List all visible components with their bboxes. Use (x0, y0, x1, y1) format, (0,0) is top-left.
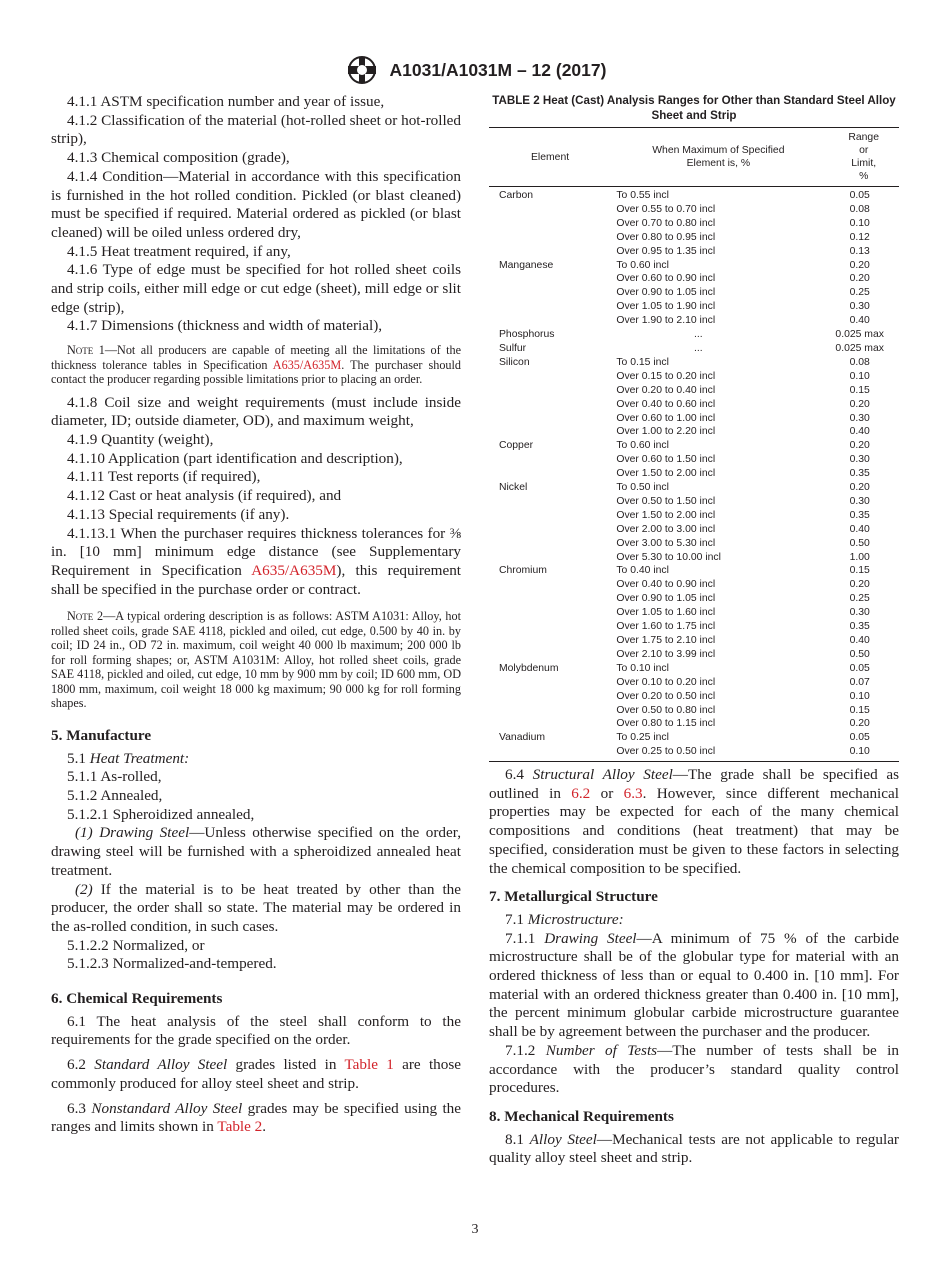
table-header-row (489, 128, 899, 187)
cell-limit: 0.15 (849, 384, 870, 396)
cell-condition: Over 0.50 to 1.50 incl (616, 495, 716, 507)
cell-limit: 0.05 (849, 190, 870, 201)
para-4-1-8: 4.1.8 Coil size and weight requirements (must include inside diameter, ID; outside diameter, OD), and maximum weight, (51, 393, 461, 430)
table-row (489, 217, 899, 231)
cell-element (489, 314, 616, 328)
cell-limit: 0.10 (849, 746, 870, 758)
cell-limit: 0.20 (849, 579, 870, 591)
cell-limit: 0.30 (849, 301, 870, 313)
cell-limit: 0.20 (849, 273, 870, 285)
para-6-1: 6.1 The heat analysis of the steel shall conform to the requirements for the grade specified on the order. (51, 1012, 461, 1049)
section-5-heading: 5. Manufacture (51, 726, 152, 744)
page-header (0, 55, 950, 85)
cell-limit: 0.05 (849, 662, 870, 674)
table-row (489, 425, 899, 439)
cell-condition: Over 1.50 to 2.00 incl (616, 468, 716, 480)
table-row (489, 731, 899, 745)
cell-condition: Over 2.10 to 3.99 incl (616, 648, 716, 660)
table-row (489, 745, 899, 761)
para-4-1-9: 4.1.9 Quantity (weight), (67, 431, 214, 449)
cell-limit: 0.40 (849, 523, 870, 535)
cell-element: Chromium (499, 565, 547, 577)
cell-condition: ... (694, 329, 703, 341)
para-4-1-13: 4.1.13 Special requirements (if any). (67, 505, 290, 523)
para-4-1-10: 4.1.10 Application (part identification and description), (67, 449, 403, 467)
para-5-1-2: 5.1.2 Annealed, (67, 786, 163, 804)
right-column (489, 766, 899, 1168)
para-5-1-2-1: 5.1.2.1 Spheroidized annealed, (67, 805, 255, 823)
table-row (489, 286, 899, 300)
cell-condition: Over 0.60 to 0.90 incl (616, 273, 716, 285)
cell-condition: Over 1.05 to 1.90 incl (616, 301, 716, 313)
cell-limit: 0.12 (849, 231, 870, 243)
table-row (489, 523, 899, 537)
link-6-3[interactable]: 6.3 (623, 784, 643, 802)
para-4-1-4: 4.1.4 Condition—Material in accordance with this specification is furnished in the hot rolled condition. Pickled (or blast cleaned) must be specified if required. Material ordered as pickled (or blast cleaned) will be oiled unless ordered dry, (51, 167, 461, 241)
cell-limit: 0.25 (849, 593, 870, 605)
cell-limit: 0.20 (849, 718, 870, 730)
cell-element: Vanadium (499, 732, 546, 744)
cell-limit: 0.30 (849, 412, 870, 424)
para-4-1-5: 4.1.5 Heat treatment required, if any, (67, 242, 291, 260)
table-row (489, 203, 899, 217)
left-column (51, 93, 461, 1137)
para-4-1-6: 4.1.6 Type of edge must be specified for hot rolled sheet coils and strip coils, either mill edge or cut edge (sheet), mill edge or slit edge (strip), (51, 261, 461, 316)
cell-limit: 0.30 (849, 454, 870, 466)
table-row (489, 592, 899, 606)
table-row (489, 564, 899, 578)
cell-limit: 0.025 max (835, 329, 884, 341)
cell-element (489, 717, 616, 731)
cell-element (489, 272, 616, 286)
astm-logo-icon (344, 55, 380, 85)
cell-element (489, 634, 616, 648)
cell-limit: 0.35 (849, 468, 870, 480)
cell-element (489, 745, 616, 761)
cell-element (489, 300, 616, 314)
para-7-1-1: 7.1.1 Drawing Steel—A minimum of 75 % of the carbide microstructure shall be of the globular type for material with an ordered thickness of less than or equal to 0.400 in. [10 mm]. For material with an ordered thickness greater than 0.400 in. [10 mm], the percent minimum globular carbide microstructure guarantee shall be by agreement between the purchaser and the producer. (489, 929, 899, 1041)
table-row (489, 314, 899, 328)
cell-element: Phosphorus (499, 329, 555, 341)
cell-limit: 0.07 (849, 676, 870, 688)
table-row (489, 328, 899, 342)
para-4-1-2: 4.1.2 Classification of the material (hot-rolled sheet or hot-rolled strip), (51, 111, 461, 148)
cell-element (489, 537, 616, 551)
table-row (489, 231, 899, 245)
cell-limit: 0.40 (849, 315, 870, 327)
table-row (489, 662, 899, 676)
cell-element (489, 495, 616, 509)
table-row (489, 620, 899, 634)
cell-condition: Over 0.20 to 0.50 incl (616, 690, 716, 702)
note-1-label: Note 1 (67, 343, 105, 358)
para-6-4: 6.4 Structural Alloy Steel—The grade shall be specified as outlined in 6.2 or 6.3. However, since different mechanical properties may be expected for each of the many chemical compositions and conditions (heat treatment) that may be specified, consideration must be given to these factors in selecting the chemical composition to be specified. (489, 766, 900, 877)
cell-condition: Over 0.10 to 0.20 incl (616, 676, 716, 688)
cell-element: Nickel (499, 482, 528, 494)
table-row (489, 704, 899, 718)
section-7-heading: 7. Metallurgical Structure (489, 888, 658, 906)
cell-element: Sulfur (499, 342, 527, 354)
table-2-title: TABLE 2 Heat (Cast) Analysis Ranges for Other than Standard Steel Alloy Sheet and Strip (492, 94, 896, 122)
cell-limit: 0.20 (849, 482, 870, 494)
cell-limit: 0.35 (849, 621, 870, 633)
cell-condition: Over 0.20 to 0.40 incl (616, 384, 716, 396)
cell-limit: 0.10 (849, 217, 870, 229)
cell-limit: 0.10 (849, 370, 870, 382)
cell-condition: Over 1.90 to 2.10 incl (616, 315, 716, 327)
cell-condition: Over 0.15 to 0.20 incl (616, 370, 716, 382)
cell-element (489, 286, 616, 300)
para-5-1-2-2: 5.1.2.2 Normalized, or (67, 936, 205, 954)
para-4-1-13-1: 4.1.13.1 When the purchaser requires thickness tolerances for ⅜ in. [10 mm] minimum edge distance (see Supplementary Requirement in Specification A635/A635M), this requirement shall be specified in the purchase order or contract. (51, 524, 462, 598)
cell-element (489, 467, 616, 481)
cell-condition: To 0.60 incl (616, 440, 669, 452)
cell-element (489, 620, 616, 634)
cell-element: Copper (499, 440, 534, 452)
cell-element (489, 551, 616, 565)
table-row (489, 509, 899, 523)
cell-condition: To 0.10 incl (616, 662, 669, 674)
para-8-1: 8.1 Alloy Steel—Mechanical tests are not applicable to regular quality alloy steel sheet and strip. (489, 1130, 899, 1167)
table-row (489, 300, 899, 314)
para-4-1-3: 4.1.3 Chemical composition (grade), (67, 149, 290, 167)
table-2 (489, 127, 899, 762)
cell-limit: 1.00 (849, 551, 870, 563)
cell-limit: 0.40 (849, 426, 870, 438)
document-designation: A1031/A1031M – 12 (2017) (389, 59, 607, 80)
cell-limit: 0.40 (849, 635, 870, 646)
para-4-1-11: 4.1.11 Test reports (if required), (67, 468, 261, 486)
table-row (489, 648, 899, 662)
cell-limit: 0.20 (849, 259, 870, 271)
table-row (489, 398, 899, 412)
cell-element (489, 648, 616, 662)
cell-element (489, 606, 616, 620)
table-row (489, 690, 899, 704)
para-5-1-1: 5.1.1 As-rolled, (67, 768, 162, 786)
table-row (489, 537, 899, 551)
table-row (489, 634, 899, 648)
link-6-2[interactable]: 6.2 (571, 784, 591, 802)
cell-limit: 0.50 (849, 648, 870, 660)
cell-condition: Over 1.05 to 1.60 incl (616, 607, 716, 619)
cell-element (489, 412, 616, 426)
cell-limit: 0.10 (849, 690, 870, 702)
cell-limit: 0.20 (849, 398, 870, 410)
cell-condition: Over 0.55 to 0.70 incl (616, 203, 716, 215)
cell-element (489, 592, 616, 606)
link-table-2[interactable]: Table 2 (217, 1118, 263, 1136)
table-row (489, 439, 899, 453)
table-row (489, 481, 899, 495)
cell-element: Silicon (499, 356, 530, 368)
cell-element (489, 231, 616, 245)
cell-condition: Over 0.40 to 0.90 incl (616, 579, 716, 591)
para-drawing-steel: (1) Drawing Steel—Unless otherwise specified on the order, drawing steel will be furnished with a spheroidized annealed heat treatment. (51, 824, 461, 879)
cell-condition: Over 0.80 to 1.15 incl (616, 718, 716, 730)
cell-element: Manganese (499, 259, 554, 271)
table-row (489, 342, 899, 356)
cell-element (489, 690, 616, 704)
cell-condition: To 0.55 incl (616, 190, 669, 201)
cell-limit: 0.20 (849, 440, 870, 452)
cell-element (489, 203, 616, 217)
table-row (489, 384, 899, 398)
cell-element (489, 245, 616, 259)
section-6-heading: 6. Chemical Requirements (51, 990, 223, 1008)
table-row (489, 187, 899, 203)
table-row (489, 259, 899, 273)
table-row (489, 676, 899, 690)
note-2: Note 2—A typical ordering description is as follows: ASTM A1031: Alloy, hot rolled sheet coils, grade SAE 4118, pickled and oiled, cut edge, 0.500 by 40 in. by coil; ID 24 in., OD 72 in. maximum, coil weight 40 000 lb maximum; 200 000 lb for roll forming shapes; or, ASTM A1031M: Alloy, hot rolled sheet coils, grade SAE 4118, pickled and oiled, cut edge, 10 mm by 900 mm by coil; ID 600 mm, OD 1800 mm, maximum, coil weight 18 000 kg maximum; 90 000 kg for roll forming shapes. (51, 609, 461, 711)
cell-condition: Over 0.70 to 0.80 incl (616, 217, 716, 229)
cell-condition: Over 0.50 to 0.80 incl (616, 704, 716, 716)
table-row (489, 606, 899, 620)
header-element: Element (489, 128, 616, 187)
header-max-specified: When Maximum of Specified Element is, % (616, 128, 820, 187)
para-7-1: 7.1 Microstructure: (505, 910, 624, 928)
cell-element (489, 370, 616, 384)
cell-condition: Over 0.60 to 1.50 incl (616, 454, 716, 466)
cell-element (489, 217, 616, 231)
table-row (489, 453, 899, 467)
table-row (489, 578, 899, 592)
table-row (489, 717, 899, 731)
cell-condition: To 0.40 incl (616, 565, 669, 577)
header-range-limit: Range or Limit, % (820, 128, 899, 187)
cell-condition: Over 5.30 to 10.00 incl (616, 551, 721, 563)
cell-element: Molybdenum (499, 662, 559, 674)
para-7-1-2: 7.1.2 Number of Tests—The number of tests shall be in accordance with the producer’s standard quality control procedures. (489, 1041, 899, 1097)
cell-limit: 0.50 (849, 537, 870, 549)
cell-limit: 0.08 (849, 203, 870, 215)
note-2-label: Note 2 (67, 609, 104, 624)
cell-limit: 0.15 (849, 704, 870, 716)
cell-condition: Over 0.25 to 0.50 incl (616, 746, 716, 758)
page-number: 3 (471, 1222, 479, 1237)
cell-element (489, 523, 616, 537)
cell-condition: Over 2.00 to 3.00 incl (616, 523, 716, 535)
cell-condition: Over 0.90 to 1.05 incl (616, 593, 716, 605)
para-4-1-7: 4.1.7 Dimensions (thickness and width of material), (67, 317, 383, 335)
cell-limit: 0.13 (849, 245, 870, 257)
cell-element (489, 384, 616, 398)
cell-element (489, 425, 616, 439)
cell-condition: ... (694, 342, 703, 354)
cell-element (489, 509, 616, 523)
cell-condition: Over 3.00 to 5.30 incl (616, 537, 716, 549)
para-4-1-1: 4.1.1 ASTM specification number and year of issue, (67, 93, 385, 110)
cell-limit: 0.025 max (835, 342, 884, 354)
para-6-3: 6.3 Nonstandard Alloy Steel grades may be specified using the ranges and limits shown in Table 2. (51, 1099, 462, 1136)
para-heat-treated: (2) If the material is to be heat treated by other than the producer, the order shall so state. The material may be ordered in the as-rolled condition, in such cases. (51, 880, 461, 935)
cell-limit: 0.08 (849, 356, 870, 368)
cell-element (489, 578, 616, 592)
cell-condition: To 0.60 incl (616, 259, 669, 271)
cell-condition: To 0.50 incl (616, 482, 669, 494)
table-row (489, 495, 899, 509)
cell-limit: 0.30 (849, 607, 870, 619)
table-row (489, 412, 899, 426)
cell-condition: Over 0.80 to 0.95 incl (616, 231, 716, 243)
cell-element: Carbon (499, 190, 534, 201)
cell-element (489, 398, 616, 412)
cell-condition: Over 0.90 to 1.05 incl (616, 287, 716, 299)
cell-element (489, 676, 616, 690)
cell-condition: To 0.15 incl (616, 356, 669, 368)
cell-limit: 0.30 (849, 495, 870, 507)
cell-limit: 0.35 (849, 509, 870, 521)
cell-condition: To 0.25 incl (616, 732, 669, 744)
cell-limit: 0.15 (849, 565, 870, 577)
section-8-heading: 8. Mechanical Requirements (489, 1107, 674, 1125)
para-5-1: 5.1 Heat Treatment: (67, 749, 190, 767)
cell-element (489, 704, 616, 718)
cell-condition: Over 1.75 to 2.10 incl (616, 635, 716, 646)
table-row (489, 551, 899, 565)
para-6-2: 6.2 Standard Alloy Steel grades listed in Table 1 are those commonly produced for alloy steel sheet and strip. (51, 1056, 461, 1092)
table-row (489, 356, 899, 370)
table-body (489, 187, 899, 762)
table-row (489, 467, 899, 481)
cell-limit: 0.05 (849, 732, 870, 744)
table-row (489, 370, 899, 384)
link-a635-2[interactable]: A635/A635M (251, 561, 337, 579)
note-1: Note 1—Not all producers are capable of meeting all the limitations of the thickness tolerance tables in Specification A635/A635M. The purchaser should contact the producer regarding possible limitations prior to placing an order. (51, 343, 462, 387)
cell-limit: 0.25 (849, 287, 870, 299)
link-table-1[interactable]: Table 1 (344, 1056, 394, 1074)
cell-condition: Over 0.95 to 1.35 incl (616, 245, 716, 257)
cell-condition: Over 1.00 to 2.20 incl (616, 426, 716, 438)
cell-condition: Over 0.40 to 0.60 incl (616, 398, 716, 410)
table-row (489, 245, 899, 259)
cell-element (489, 453, 616, 467)
cell-condition: Over 1.60 to 1.75 incl (616, 621, 716, 633)
cell-condition: Over 1.50 to 2.00 incl (616, 509, 716, 521)
para-4-1-12: 4.1.12 Cast or heat analysis (if required), and (67, 487, 342, 505)
link-a635[interactable]: A635/A635M (272, 357, 342, 372)
table-row (489, 272, 899, 286)
cell-condition: Over 0.60 to 1.00 incl (616, 412, 716, 424)
para-5-1-2-3: 5.1.2.3 Normalized-and-tempered. (67, 955, 277, 973)
